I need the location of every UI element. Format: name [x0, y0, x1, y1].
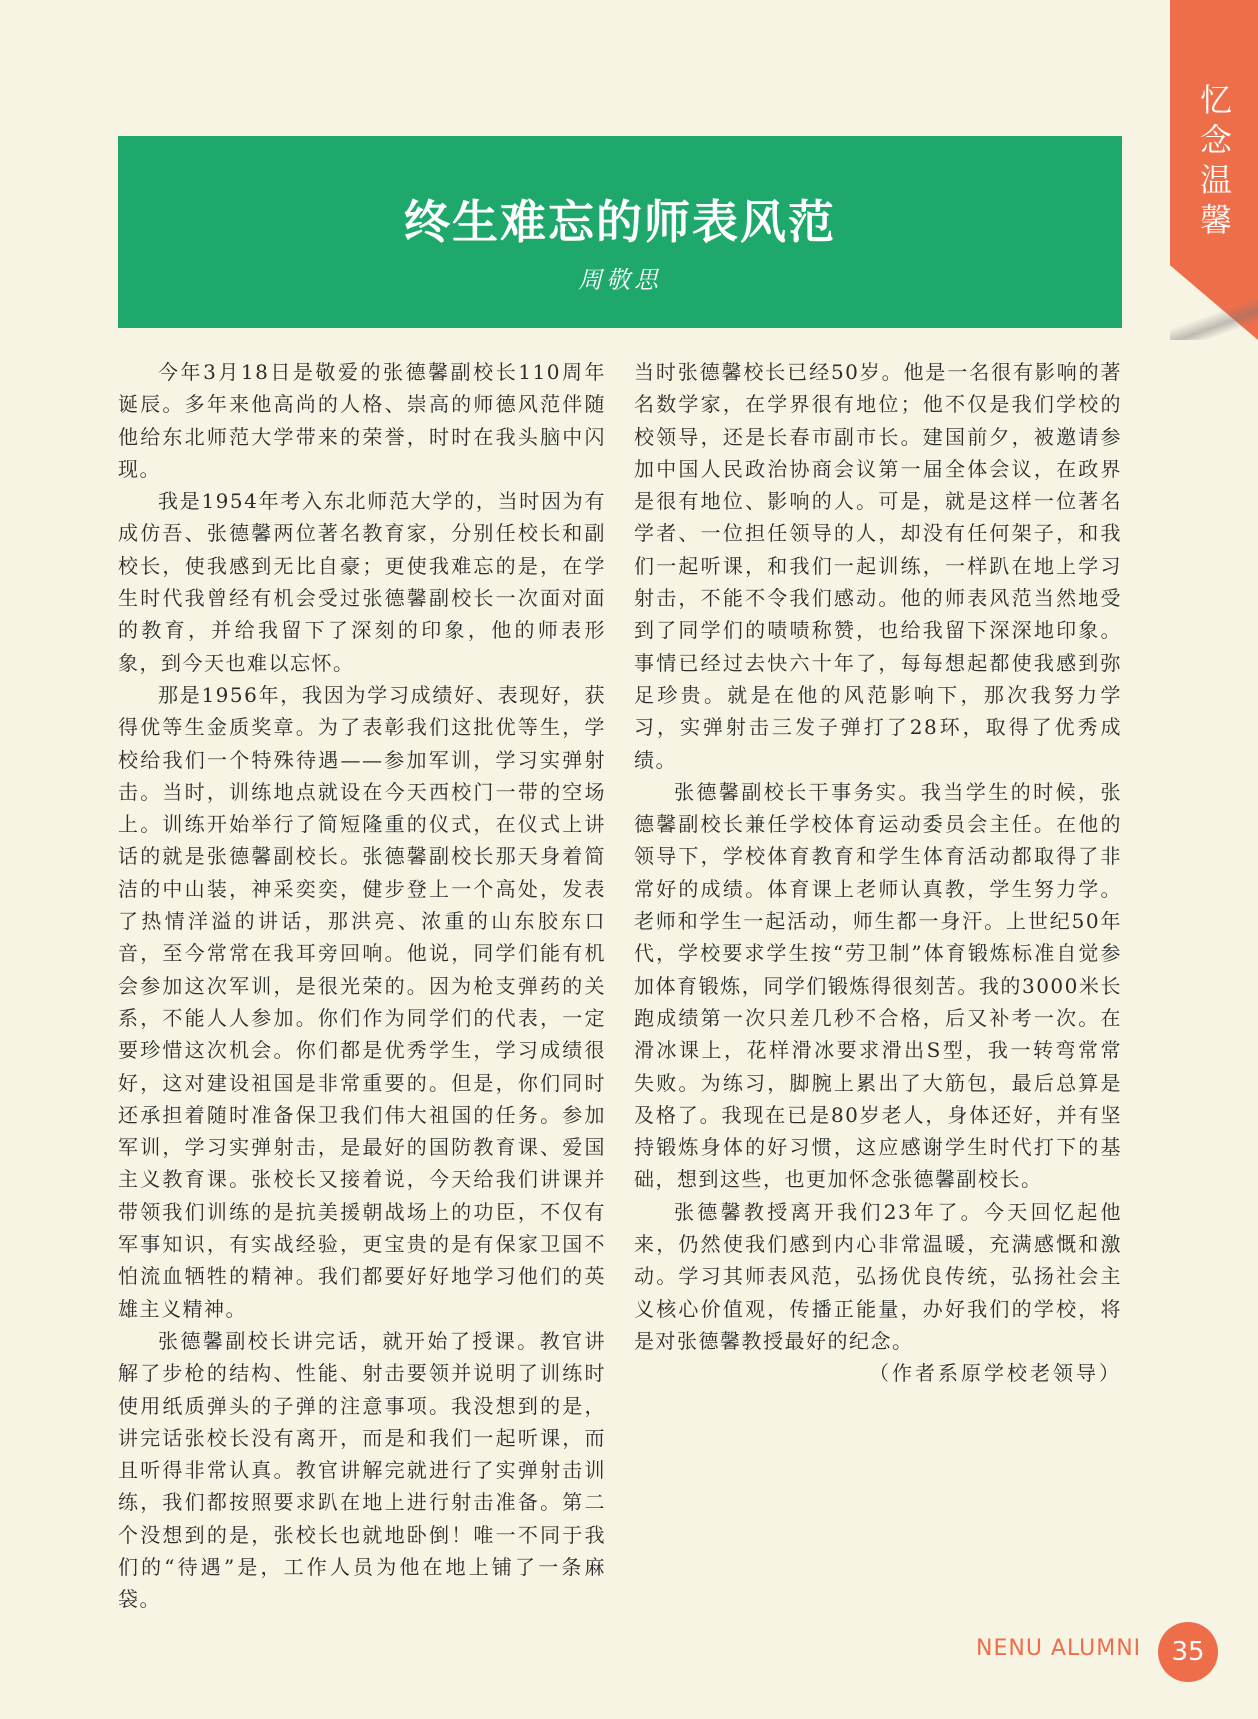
section-tab-fold [1170, 300, 1258, 340]
article-column-right [634, 356, 1122, 1357]
paragraph: 我是1954年考入东北师范大学的，当时因为有成仿吾、张德馨两位著名教育家，分别任校长和副校长，使我感到无比自豪；更使我难忘的是，在学生时代我曾经有机会受过张德馨副校长一次面对面的教育，并给我留下了深刻的印象，他的师表形象，到今天也难以忘怀。 [118, 489, 606, 675]
paragraph: 那是1956年，我因为学习成绩好、表现好，获得优等生金质奖章。为了表彰我们这批优等生，学校给我们一个特殊待遇——参加军训，学习实弹射击。当时，训练地点就设在今天西校门一带的空场上。训练开始举行了简短隆重的仪式，在仪式上讲话的就是张德馨副校长。张德馨副校长那天身着简洁的中山装，神采奕奕，健步登上一个高处，发表了热情洋溢的讲话，那洪亮、浓重的山东胶东口音，至今常常在我耳旁回响。他说，同学们能有机会参加这次军训，是很光荣的。因为枪支弹药的关系，不能人人参加。你们作为同学们的代表，一定要珍惜这次机会。你们都是优秀学生，学习成绩很好，这对建设祖国是非常重要的。但是，你们同时还承担着随时准备保卫我们伟大祖国的任务。参加军训，学习实弹射击，是最好的国防教育课、爱国主义教育课。张校长又接着说，今天给我们讲课并带领我们训练的是抗美援朝战场上的功臣，不仅有军事知识，有实战经验，更宝贵的是有保家卫国不怕流血牺牲的精神。我们都要好好地学习他们的英雄主义精神。 [118, 682, 606, 1321]
publication-name: NENU ALUMNI [976, 1636, 1142, 1661]
paragraph: 张德馨副校长讲完话，就开始了授课。教官讲解了步枪的结构、性能、射击要领并说明了训练时使用纸质弹头的子弹的注意事项。我没想到的是，讲完话张校长没有离开，而是和我们一起听课，而且听得非常认真。教官讲解完就进行了实弹射击训练，我们都按照要求趴在地上进行射击准备。第二个没想到的是，张校长也就地卧倒！唯一不同于我们的“待遇”是，工作人员为他在地上铺了一条麻袋。 [118, 1328, 606, 1612]
paragraph: 张德馨副校长干事务实。我当学生的时候，张德馨副校长兼任学校体育运动委员会主任。在他的领导下，学校体育教育和学生体育活动都取得了非常好的成绩。体育课上老师认真教，学生努力学。老师和学生一起活动，师生都一身汗。上世纪50年代，学校要求学生按“劳卫制”体育锻炼标准自觉参加体育锻炼，同学们锻炼得很刻苦。我的3000米长跑成绩第一次只差几秒不合格，后又补考一次。在滑冰课上，花样滑冰要求滑出S型，我一转弯常常失败。为练习，脚腕上累出了大筋包，最后总算是及格了。我现在已是80岁老人，身体还好，并有坚持锻炼身体的好习惯，这应感谢学生时代打下的基础，想到这些，也更加怀念张德馨副校长。 [634, 779, 1122, 1192]
author-note: （作者系原学校老领导） [869, 1361, 1122, 1385]
article-column-left [118, 356, 606, 1616]
article-author: 周敬思 [578, 266, 662, 294]
article-title: 终生难忘的师表风范 [404, 195, 836, 249]
page-number: 35 [1158, 1622, 1218, 1682]
title-banner [118, 136, 1122, 328]
paragraph: 张德馨教授离开我们23年了。今天回忆起他来，仍然使我们感到内心非常温暖，充满感慨和激动。学习其师表风范，弘扬优良传统，弘扬社会主义核心价值观，传播正能量，办好我们的学校，将是对张德馨教授最好的纪念。 [634, 1199, 1122, 1353]
paragraph-continuation: 当时张德馨校长已经50岁。他是一名很有影响的著名数学家，在学界很有地位；他不仅是我们学校的校领导，还是长春市副市长。建国前夕，被邀请参加中国人民政治协商会议第一届全体会议，在政界是很有地位、影响的人。可是，就是这样一位著名学者、一位担任领导的人，却没有任何架子，和我们一起听课，和我们一起训练，一样趴在地上学习射击，不能不令我们感动。他的师表风范当然地受到了同学们的啧啧称赞，也给我留下深深地印象。事情已经过去快六十年了，每每想起都使我感到弥足珍贵。就是在他的风范影响下，那次我努力学习，实弹射击三发子弹打了28环，取得了优秀成绩。 [634, 360, 1122, 772]
paragraph: 今年3月18日是敬爱的张德馨副校长110周年诞辰。多年来他高尚的人格、崇高的师德风范伴随他给东北师范大学带来的荣誉，时时在我头脑中闪现。 [118, 360, 606, 481]
section-tab-label: 忆念温馨 [1199, 81, 1232, 239]
